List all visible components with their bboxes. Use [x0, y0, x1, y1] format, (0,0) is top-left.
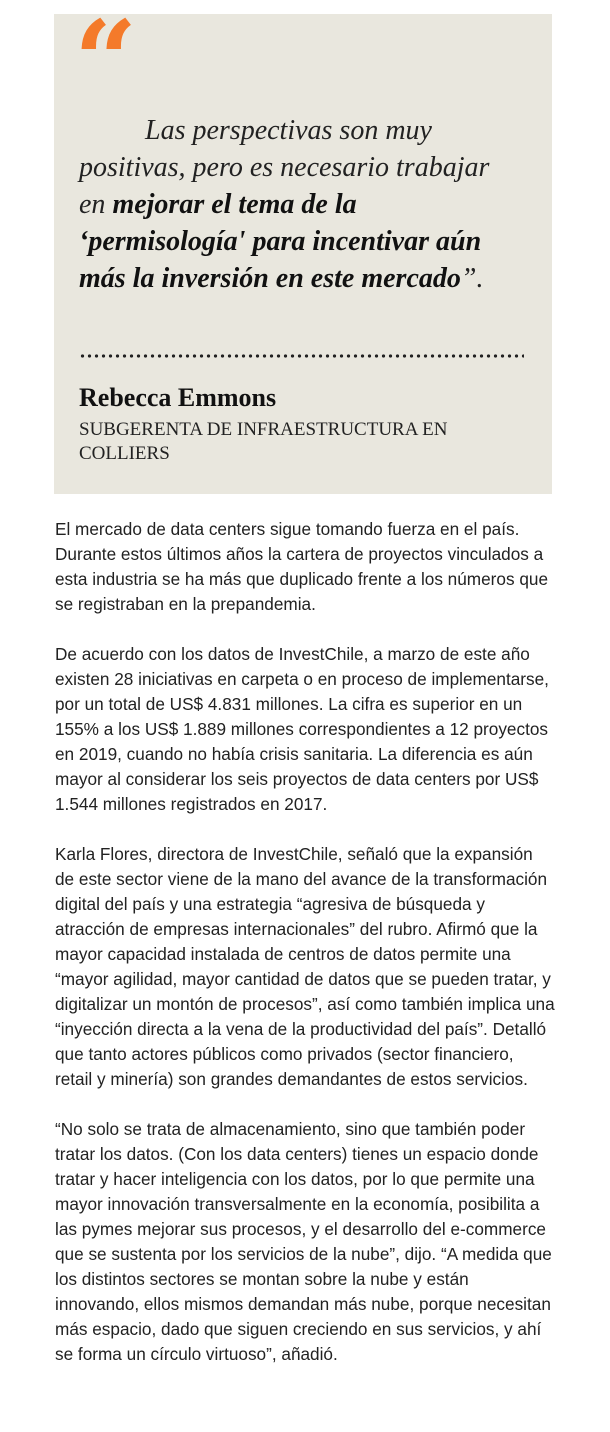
article-paragraph: El mercado de data centers sigue tomando fuerza en el país. Durante estos últimos años la cartera de proyectos vinculados a esta industria se ha más que duplicado frente a los números que se registraban en la prepandemia.: [55, 519, 549, 614]
quote-text-end: ”.: [460, 263, 484, 294]
quote-text-bold: mejorar el tema de la ‘permisología' para incentivar aún más la inversión en este mercado: [79, 189, 482, 294]
quote-mark-icon: “: [74, 0, 132, 125]
pull-quote: [54, 0, 552, 494]
quote-author: Rebecca Emmons: [79, 383, 277, 412]
article-paragraph: De acuerdo con los datos de InvestChile, a marzo de este año existen 28 iniciativas en carpeta o en proceso de implementarse, por un total de US$ 4.831 millones. La cifra es superior en un 155% a los US$ 1.889 millones correspondientes a 12 proyectos en 2019, cuando no había crisis sanitaria. La diferencia es aún mayor al considerar los seis proyectos de data centers por US$ 1.544 millones registrados en 2017.: [55, 644, 549, 814]
quote-text-plain: Las perspectivas son muy positivas, pero es necesario trabajar en: [79, 115, 490, 220]
article-body: [55, 517, 555, 1392]
quote-text: [79, 112, 519, 297]
article-paragraph: “No solo se trata de almacenamiento, sino que también poder tratar los datos. (Con los data centers) tienes un espacio donde tratar y hacer inteligencia con los datos, por lo que permite una mayor innovación transversalmente en la economía, posibilita a las pymes mejorar sus procesos, y el desarrollo del e-commerce que se sustenta por los servicios de la nube”, dijo. “A medida que los distintos sectores se montan sobre la nube y están innovando, ellos mismos demandan más nube, porque necesitan más espacio, dado que siguen creciendo en sus servicios, y ahí se forma un círculo virtuoso”, añadió.: [55, 1119, 552, 1364]
quote-author-role: SUBGERENTA DE INFRAESTRUCTURA EN COLLIERS: [79, 419, 448, 464]
dotted-divider: [79, 354, 524, 358]
article-paragraph: Karla Flores, directora de InvestChile, señaló que la expansión de este sector viene de la mano del avance de la transformación digital del país y una estrategia “agresiva de búsqueda y atracción de empresas internacionales” del rubro. Afirmó que la mayor capacidad instalada de centros de datos permite una “mayor agilidad, mayor cantidad de datos que se pueden tratar, y digitalizar un montón de procesos”, así como también implica una “inyección directa a la vena de la productividad del país”. Detalló que tanto actores públicos como privados (sector financiero, retail y minería) son grandes demandantes de estos servicios.: [55, 844, 555, 1089]
